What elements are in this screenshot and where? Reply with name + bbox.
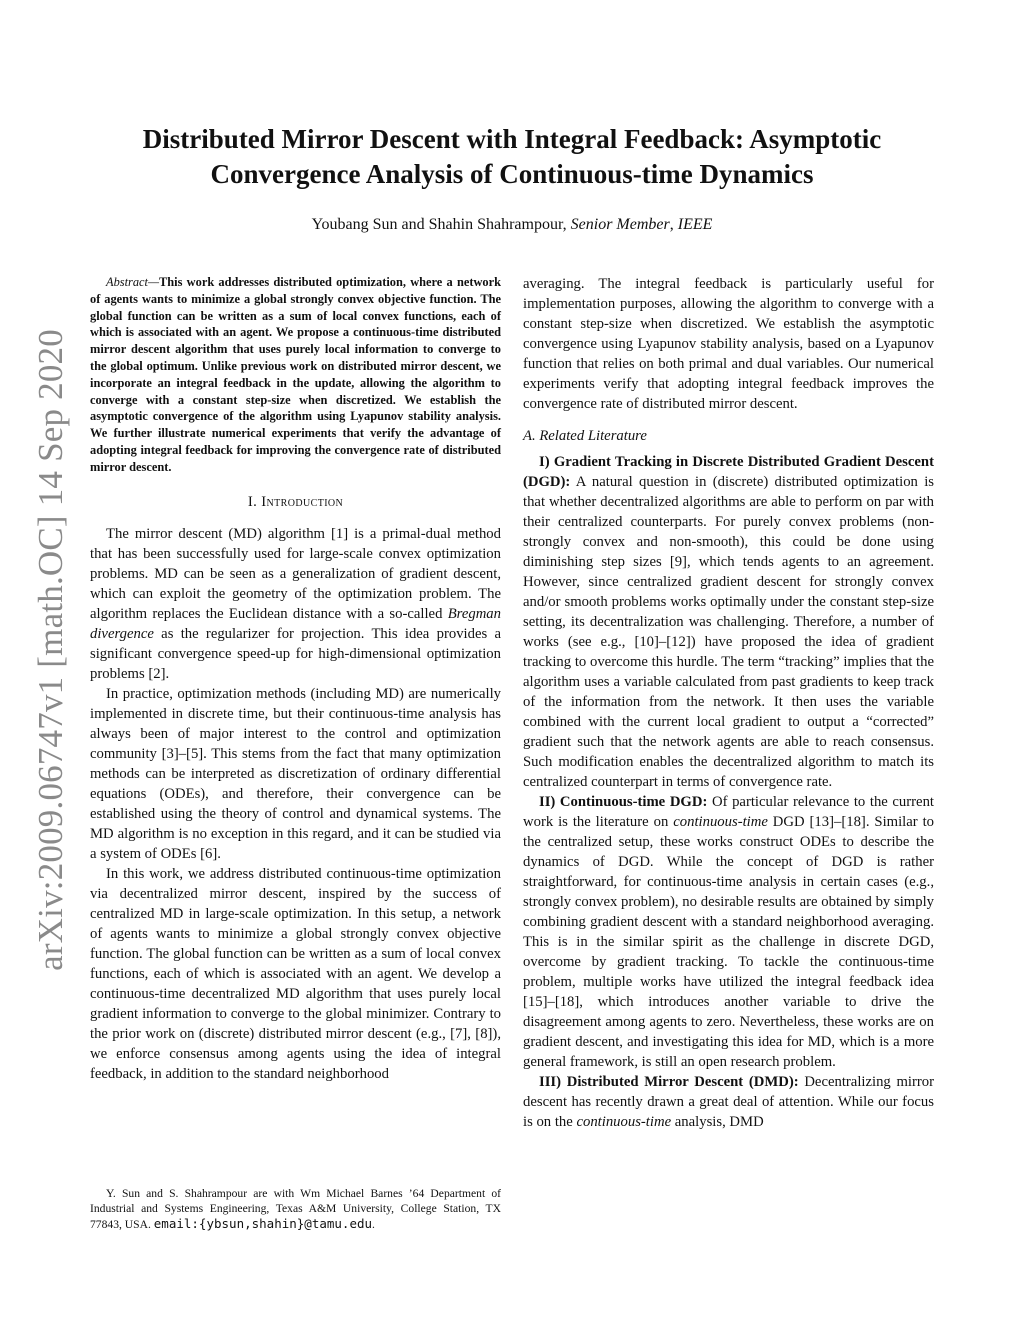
author-sep: , [669, 216, 678, 233]
related-i-text: A natural question in (discrete) distributed optimization is that whether decentralized algorithms are able to perform on par with their centralized counterparts. For purely convex problems (non-strongly convex and non-smooth), this could be done using diminishing step sizes [9], which tends agents to an agreement. However, since centralized gradient descent for strongly convex and/or smooth problems works optimally under the constant step-size setting, its decentralization was challenging. Therefore, a number of works (see e.g., [10]–[12]) have proposed the idea of gradient tracking to overcome this hurdle. The term “tracking” implies that the algorithm uses a variable calculated from past gradients to keep track of the information from the network. It then uses the variable combined with the current local gradient to output a “corrected” gradient such that the network agents are able to reach consensus. Such modification enables the decentralized algorithm to match its centralized counterpart in terms of convergence rate. [523, 474, 934, 790]
author-role: Senior Member [570, 216, 670, 233]
related-ii-emphasis: continuous-time [673, 814, 768, 830]
paper-title: Distributed Mirror Descent with Integral Feedback: Asymptotic Convergence Analysis of Continuous-time Dynamics [142, 124, 882, 189]
footnote-email: email:{ybsun,shahin}@tamu.edu [153, 1216, 373, 1231]
intro-paragraph-3-continued: averaging. The integral feedback is particularly useful for implementation purposes, allowing the algorithm to converge with a constant step-size when discretized. We establish the asymptotic convergence using Lyapunov stability analysis, based on a Lyapunov function that relies on both primal and dual variables. Our numerical experiments verify that adopting integral feedback improves the convergence rate of distributed mirror descent. [523, 276, 934, 412]
author-names: Youbang Sun and Shahin Shahrampour, [311, 216, 571, 233]
related-iii-text-a: Decentralizing mirror descent has recently drawn a great deal of attention. While our focus is on the [523, 1074, 934, 1130]
abstract-label: Abstract [106, 275, 148, 289]
author-org: IEEE [677, 216, 713, 233]
intro-paragraph-3: In this work, we address distributed continuous-time optimization via decentralized mirror descent, inspired by the success of centralized MD in large-scale optimization. In this setup, a network of agents wants to minimize a global strongly convex objective function. The global function can be written as a sum of local convex functions, each of which is associated with an agent. We develop a continuous-time decentralized MD algorithm that uses purely local gradient information to converge to the global minimizer. Contrary to the prior work on (discrete) distributed mirror descent (e.g., [7], [8]), we enforce consensus among agents using the idea of integral feedback, in addition to the standard neighborhood [90, 865, 501, 1082]
related-ii-text-a: Of particular relevance to the current work is the literature on [523, 794, 935, 830]
related-paragraph-2 [523, 792, 934, 1072]
affiliation-footnote [90, 1186, 501, 1232]
related-paragraph-3 [523, 1072, 934, 1132]
intro-p1-text-a: The mirror descent (MD) algorithm [1] is a primal-dual method that has been successfully used for large-scale convex optimization problems. MD can be seen as a generalization of gradient descent, which can exploit the geometry of the optimization problem. The algorithm replaces the Euclidean distance with a so-called [90, 525, 501, 622]
related-iii-text-b: analysis, DMD [671, 1114, 764, 1130]
abstract [90, 274, 501, 476]
footnote-end: . [372, 1218, 375, 1231]
intro-p1-emphasis: Bregman divergence [90, 605, 501, 642]
abstract-text: This work addresses distributed optimization, where a network of agents wants to minimize a global strongly convex objective function. The global function can be written as a sum of local convex functions, each of which is associated with an agent. We propose a continuous-time distributed mirror descent algorithm that uses purely local information to converge to the global optimum. Unlike previous work on distributed mirror descent, we incorporate an integral feedback in the update, allowing the algorithm to converge with a constant step-size when discretized. We establish the asymptotic convergence of the algorithm using Lyapunov stability analysis. We further illustrate numerical experiments that verify the advantage of adopting integral feedback for improving the convergence rate of distributed mirror descent. [90, 275, 501, 474]
related-paragraph-1 [523, 452, 934, 792]
intro-paragraph-1 [90, 524, 501, 684]
intro-paragraph-2: In practice, optimization methods (including MD) are numerically implemented in discrete time, but their continuous-time analysis has always been of major interest to the control and optimization community [3]–[5]. This stems from the fact that many optimization methods can be interpreted as discretization of ordinary differential equations (ODEs), and therefore, their convergence can be established using the theory of control and dynamical systems. The MD algorithm is no exception in this regard, and it can be studied via a system of ODEs [6]. [90, 685, 501, 862]
related-i-heading: I) Gradient Tracking in Discrete Distributed Gradient Descent (DGD): [523, 454, 934, 490]
left-column [90, 274, 501, 1084]
related-ii-heading: II) Continuous-time DGD: [539, 794, 708, 810]
intro-p1-text-b: as the regularizer for projection. This idea provides a significant convergence speed-up for high-dimensional optimization problems [2]. [90, 625, 501, 682]
related-iii-heading: III) Distributed Mirror Descent (DMD): [539, 1074, 799, 1090]
related-ii-text-b: DGD [13]–[18]. Similar to the centralized setup, these works construct ODEs to describe the dynamics of DGD. While the concept of DGD is rather straightforward, for continuous-time analysis in certain cases (e.g., strongly convex problem), no desirable results are obtained by simply combining gradient descent with a standard neighborhood averaging. This is in the similar spirit as the challenge in discrete DGD, overcome by gradient tracking. To tackle the continuous-time problem, multiple works have utilized the integral feedback idea [15]–[18], which introduces another variable to drive the disagreement among agents to zero. Nevertheless, these works are on gradient descent, and investigating this idea for MD, which is a more general framework, is still an open research problem. [523, 814, 935, 1070]
section-heading-introduction: I. Introduction [247, 493, 344, 510]
arxiv-stamp: arXiv:2009.06747v1 [math.OC] 14 Sep 2020 [31, 329, 70, 971]
abstract-dash: — [148, 275, 160, 289]
subsection-heading-related-literature: A. Related Literature [523, 428, 647, 444]
right-column [523, 274, 934, 1132]
footnote-text: Y. Sun and S. Shahrampour are with Wm Michael Barnes ’64 Department of Industrial and Systems Engineering, Texas A&M University, College Station, TX 77843, USA. [90, 1187, 501, 1231]
author-line [100, 216, 924, 234]
related-iii-emphasis: continuous-time [576, 1114, 672, 1130]
arxiv-sidebar [30, 330, 72, 970]
